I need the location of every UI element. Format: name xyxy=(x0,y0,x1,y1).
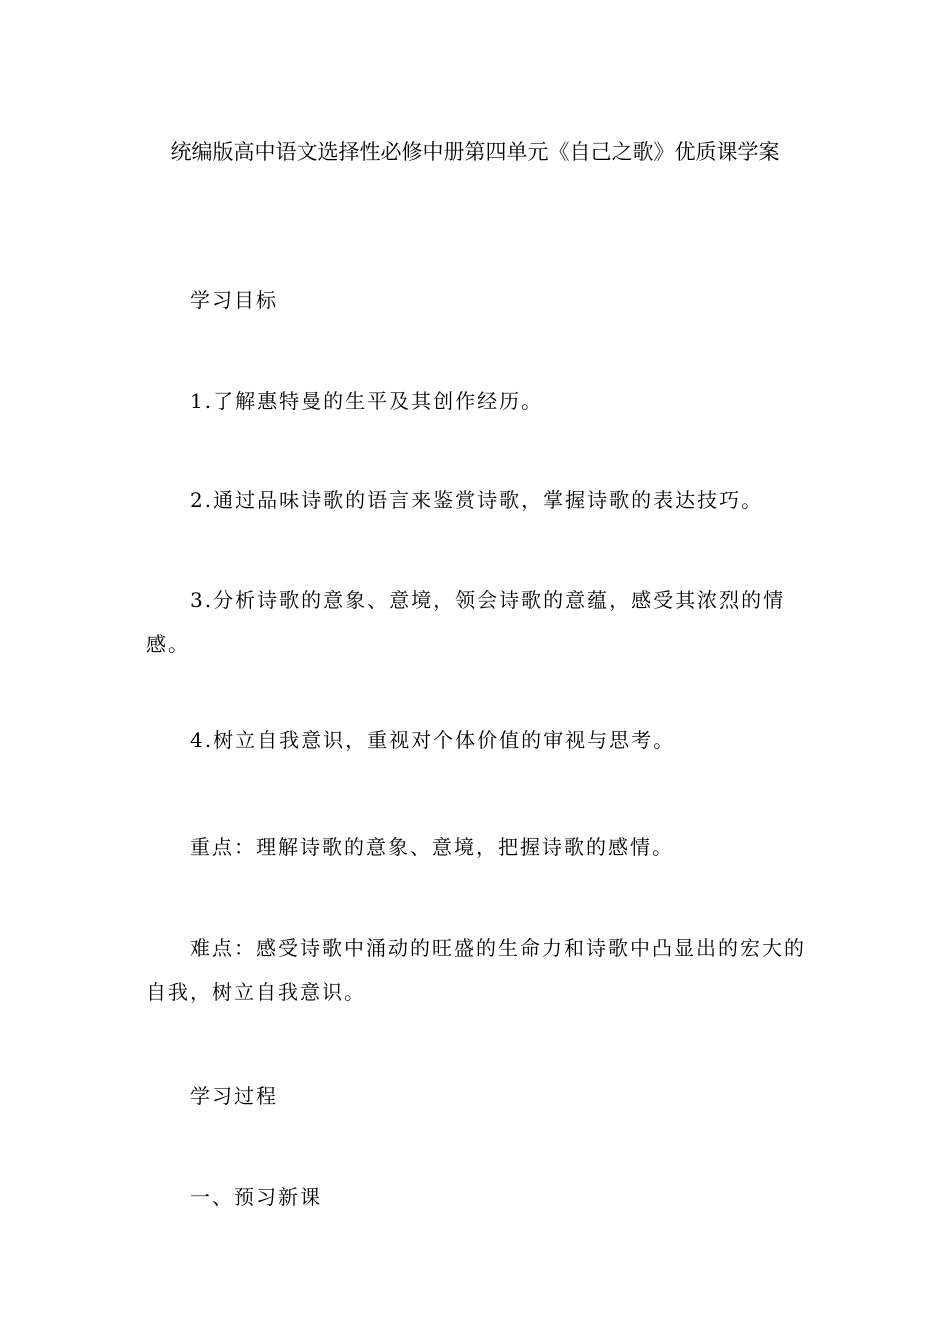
document-title: 统编版高中语文选择性必修中册第四单元《自己之歌》优质课学案 xyxy=(170,140,780,164)
goal-item-3: 3.分析诗歌的意象、意境，领会诗歌的意蕴，感受其浓烈的情感。 xyxy=(146,588,786,656)
section-heading-preview: 一、预习新课 xyxy=(190,1185,322,1209)
goal-item-1: 1.了解惠特曼的生平及其创作经历。 xyxy=(190,389,544,413)
section-heading-learning-goals: 学习目标 xyxy=(190,288,278,312)
key-point: 重点：理解诗歌的意象、意境，把握诗歌的感情。 xyxy=(190,835,674,859)
goal-item-2: 2.通过品味诗歌的语言来鉴赏诗歌，掌握诗歌的表达技巧。 xyxy=(190,488,764,512)
goal-item-4: 4.树立自我意识，重视对个体价值的审视与思考。 xyxy=(190,728,676,752)
section-heading-learning-process: 学习过程 xyxy=(190,1084,278,1108)
difficult-point: 难点：感受诗歌中涌动的旺盛的生命力和诗歌中凸显出的宏大的自我，树立自我意识。 xyxy=(146,936,806,1004)
